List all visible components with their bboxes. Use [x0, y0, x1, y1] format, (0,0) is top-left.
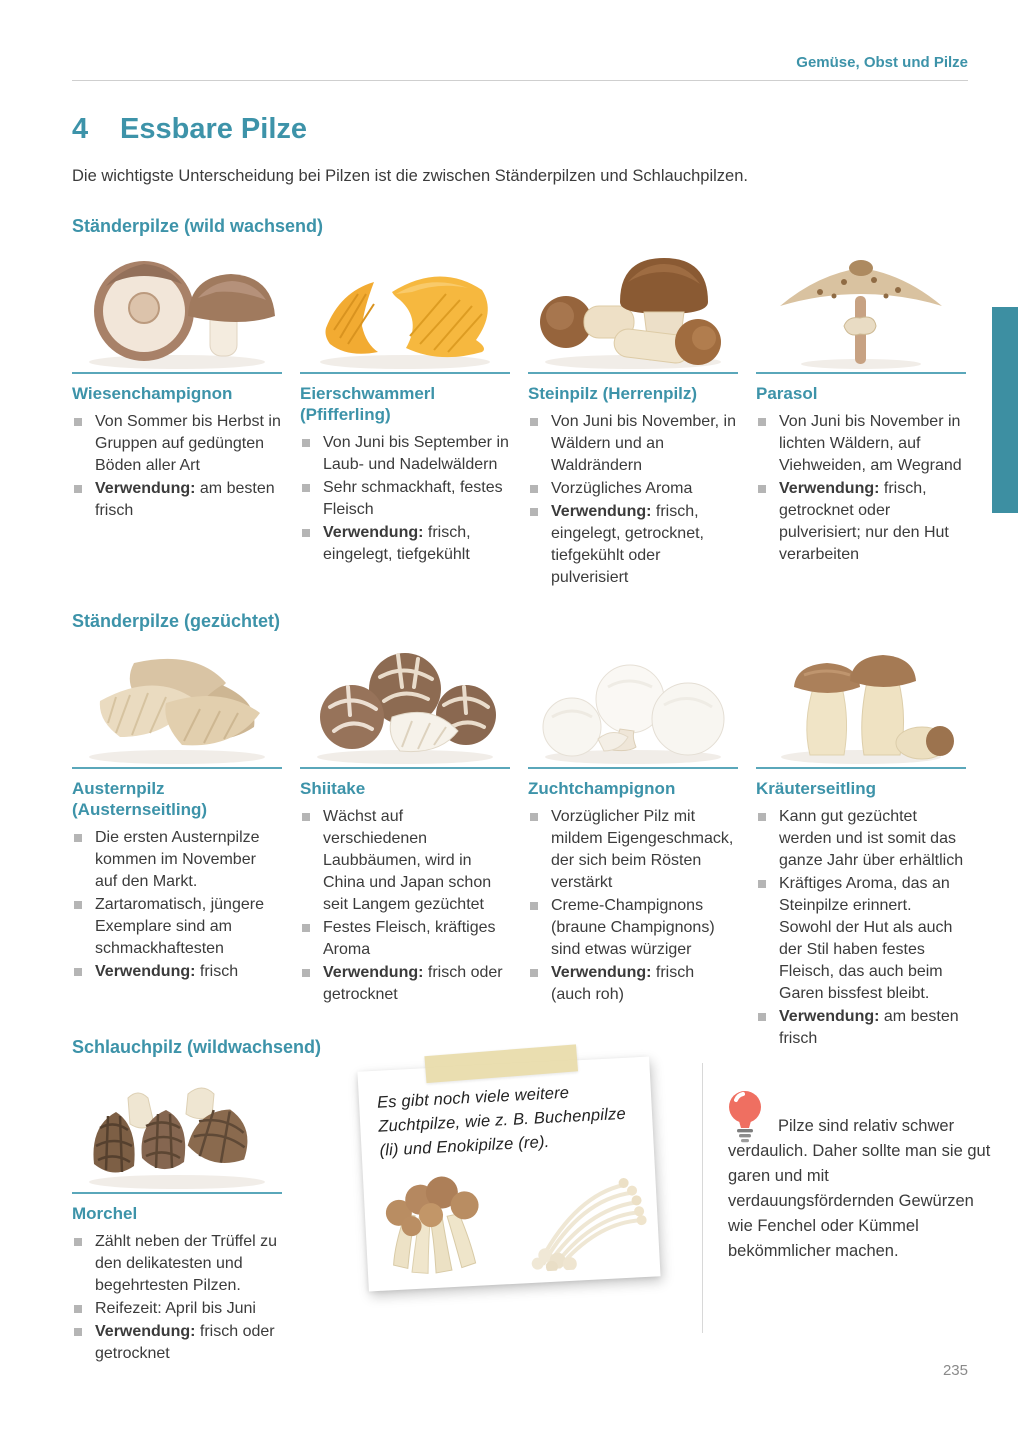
bullet-square-icon — [530, 508, 538, 516]
bullet-item: Von Sommer bis Herbst in Gruppen auf gedüngten Böden aller Art — [72, 411, 282, 477]
entry-title: Shiitake — [300, 779, 366, 798]
bullet-item: Reifezeit: April bis Juni — [72, 1298, 282, 1320]
wiesenchampignon-photo — [72, 248, 282, 374]
bullet-square-icon — [302, 439, 310, 447]
bullet-item: Verwendung: frisch — [72, 961, 282, 983]
bullet-item: Festes Fleisch, kräftiges Aroma — [300, 917, 510, 961]
bullet-item: Von Juni bis September in Laub- und Nadelwäldern — [300, 432, 510, 476]
sticky-note — [357, 1057, 660, 1292]
bullet-square-icon — [74, 834, 82, 842]
entry-bullets — [528, 411, 738, 589]
kraeuterseitling-photo — [756, 643, 966, 769]
section-heading-staenderpilze-wild: Ständerpilze (wild wachsend) — [72, 216, 324, 236]
entry-title: Wiesenchampignon — [72, 384, 233, 403]
bullet-item: Verwendung: frisch, eingelegt, getrocknet, tiefgekühlt oder pulverisiert — [528, 501, 738, 589]
entry-title: Austernpilz (Austernseitling) — [72, 779, 208, 819]
bullet-item: Verwendung: frisch (auch roh) — [528, 962, 738, 1006]
note-photos — [373, 1156, 655, 1285]
entry-title: Eierschwammerl (Pfifferling) — [300, 384, 436, 424]
chapter-tab — [992, 307, 1018, 513]
entry-zuchtchampignon — [528, 643, 738, 1007]
entry-title: Morchel — [72, 1204, 138, 1223]
lightbulb-icon — [728, 1090, 764, 1151]
chapter-title: Essbare Pilze — [120, 113, 307, 146]
bullet-item: Verwendung: frisch, getrocknet oder pulverisiert; nur den Hut verarbeiten — [756, 478, 966, 566]
austernpilz-photo — [72, 643, 282, 769]
tip-text: Pilze sind relativ schwer verdaulich. Daher sollte man sie gut garen und mit verdauungsfördernden Gewürzen wie Fenchel oder Kümmel bekömmlicher machen. — [728, 1117, 991, 1260]
bullet-square-icon — [74, 901, 82, 909]
bullet-square-icon — [758, 813, 766, 821]
bullet-item: Zählt neben der Trüffel zu den delikatesten und begehrtesten Pilzen. — [72, 1231, 282, 1297]
bullet-square-icon — [758, 1013, 766, 1021]
entry-steinpilz — [528, 248, 738, 590]
bullet-square-icon — [74, 1305, 82, 1313]
entry-bullets — [72, 411, 282, 522]
tip-box — [728, 1090, 992, 1264]
bullet-square-icon — [758, 880, 766, 888]
enokipilze-photo — [519, 1166, 654, 1278]
bullet-square-icon — [302, 924, 310, 932]
entry-eierschwammerl — [300, 248, 510, 567]
entry-bullets — [756, 806, 966, 1050]
entry-morchel — [72, 1068, 282, 1366]
entry-bullets — [528, 806, 738, 1006]
entry-title: Parasol — [756, 384, 818, 403]
chapter-number: 4 — [72, 113, 89, 146]
entry-austernpilz — [72, 643, 282, 984]
bullet-item: Sehr schmackhaft, festes Fleisch — [300, 477, 510, 521]
entry-wiesenchampignon — [72, 248, 282, 523]
entry-bullets — [72, 827, 282, 983]
section-heading-schlauchpilz: Schlauchpilz (wildwachsend) — [72, 1037, 322, 1057]
bullet-square-icon — [74, 1238, 82, 1246]
bullet-square-icon — [302, 969, 310, 977]
entry-bullets — [72, 1231, 282, 1365]
bullet-item: Verwendung: frisch, eingelegt, tiefgekühlt — [300, 522, 510, 566]
bullet-square-icon — [758, 485, 766, 493]
entry-bullets — [300, 806, 510, 1006]
shiitake-photo — [300, 643, 510, 769]
running-header: Gemüse, Obst und Pilze — [796, 54, 968, 71]
bullet-item: Wächst auf verschiedenen Laubbäumen, wird in China und Japan schon seit Langem gezüchtet — [300, 806, 510, 916]
note-text: Es gibt noch viele weitere Zuchtpilze, wie z. B. Buchenpilze (li) und Enokipilze (re). — [376, 1083, 627, 1160]
bullet-item: Verwendung: frisch oder getrocknet — [300, 962, 510, 1006]
bullet-item: Verwendung: frisch oder getrocknet — [72, 1321, 282, 1365]
bullet-item: Zartaromatisch, jüngere Exemplare sind am schmackhaftesten — [72, 894, 282, 960]
bullet-item: Die ersten Austernpilze kommen im November auf den Markt. — [72, 827, 282, 893]
entry-title: Kräuterseitling — [756, 779, 876, 798]
entry-bullets — [300, 432, 510, 566]
section-heading-staenderpilze-gezuechtet: Ständerpilze (gezüchtet) — [72, 611, 281, 631]
page-number: 235 — [942, 1362, 968, 1379]
morchel-photo — [72, 1068, 282, 1194]
bullet-square-icon — [74, 485, 82, 493]
zuchtchampignon-photo — [528, 643, 738, 769]
entry-title: Zuchtchampignon — [528, 779, 676, 798]
tip-divider — [702, 1063, 703, 1333]
bullet-item: Verwendung: am besten frisch — [756, 1006, 966, 1050]
bullet-square-icon — [530, 418, 538, 426]
bullet-square-icon — [74, 418, 82, 426]
bullet-square-icon — [758, 418, 766, 426]
bullet-item: Von Juni bis November in lichten Wäldern, auf Viehweiden, am Wegrand — [756, 411, 966, 477]
bullet-square-icon — [74, 1328, 82, 1336]
bullet-square-icon — [530, 813, 538, 821]
bullet-square-icon — [530, 902, 538, 910]
header-rule — [72, 80, 968, 81]
entry-parasol — [756, 248, 966, 567]
entry-kraeuterseitling — [756, 643, 966, 1051]
bullet-square-icon — [302, 484, 310, 492]
bullet-item: Kräftiges Aroma, das an Steinpilze erinnert. Sowohl der Hut als auch der Stil haben festes Fleisch, das auch beim Garen bissfest bleibt. — [756, 873, 966, 1005]
bullet-square-icon — [530, 969, 538, 977]
bullet-square-icon — [74, 968, 82, 976]
entry-shiitake — [300, 643, 510, 1007]
parasol-photo — [756, 248, 966, 374]
intro-paragraph: Die wichtigste Unterscheidung bei Pilzen ist die zwischen Ständerpilzen und Schlauchpilzen. — [72, 166, 748, 185]
eierschwammerl-photo — [300, 248, 510, 374]
entry-title: Steinpilz (Herrenpilz) — [528, 384, 698, 403]
entry-bullets — [756, 411, 966, 566]
bullet-item: Vorzügliches Aroma — [528, 478, 738, 500]
bullet-square-icon — [530, 485, 538, 493]
bullet-item: Creme-Champignons (braune Champignons) sind etwas würziger — [528, 895, 738, 961]
page-title — [72, 113, 307, 146]
steinpilz-photo — [528, 248, 738, 374]
bullet-item: Von Juni bis November, in Wäldern und an Waldrändern — [528, 411, 738, 477]
buchenpilze-photo — [373, 1164, 499, 1285]
bullet-item: Vorzüglicher Pilz mit mildem Eigengeschmack, der sich beim Rösten verstärkt — [528, 806, 738, 894]
bullet-square-icon — [302, 813, 310, 821]
bullet-item: Kann gut gezüchtet werden und ist somit das ganze Jahr über erhältlich — [756, 806, 966, 872]
bullet-square-icon — [302, 529, 310, 537]
bullet-item: Verwendung: am besten frisch — [72, 478, 282, 522]
